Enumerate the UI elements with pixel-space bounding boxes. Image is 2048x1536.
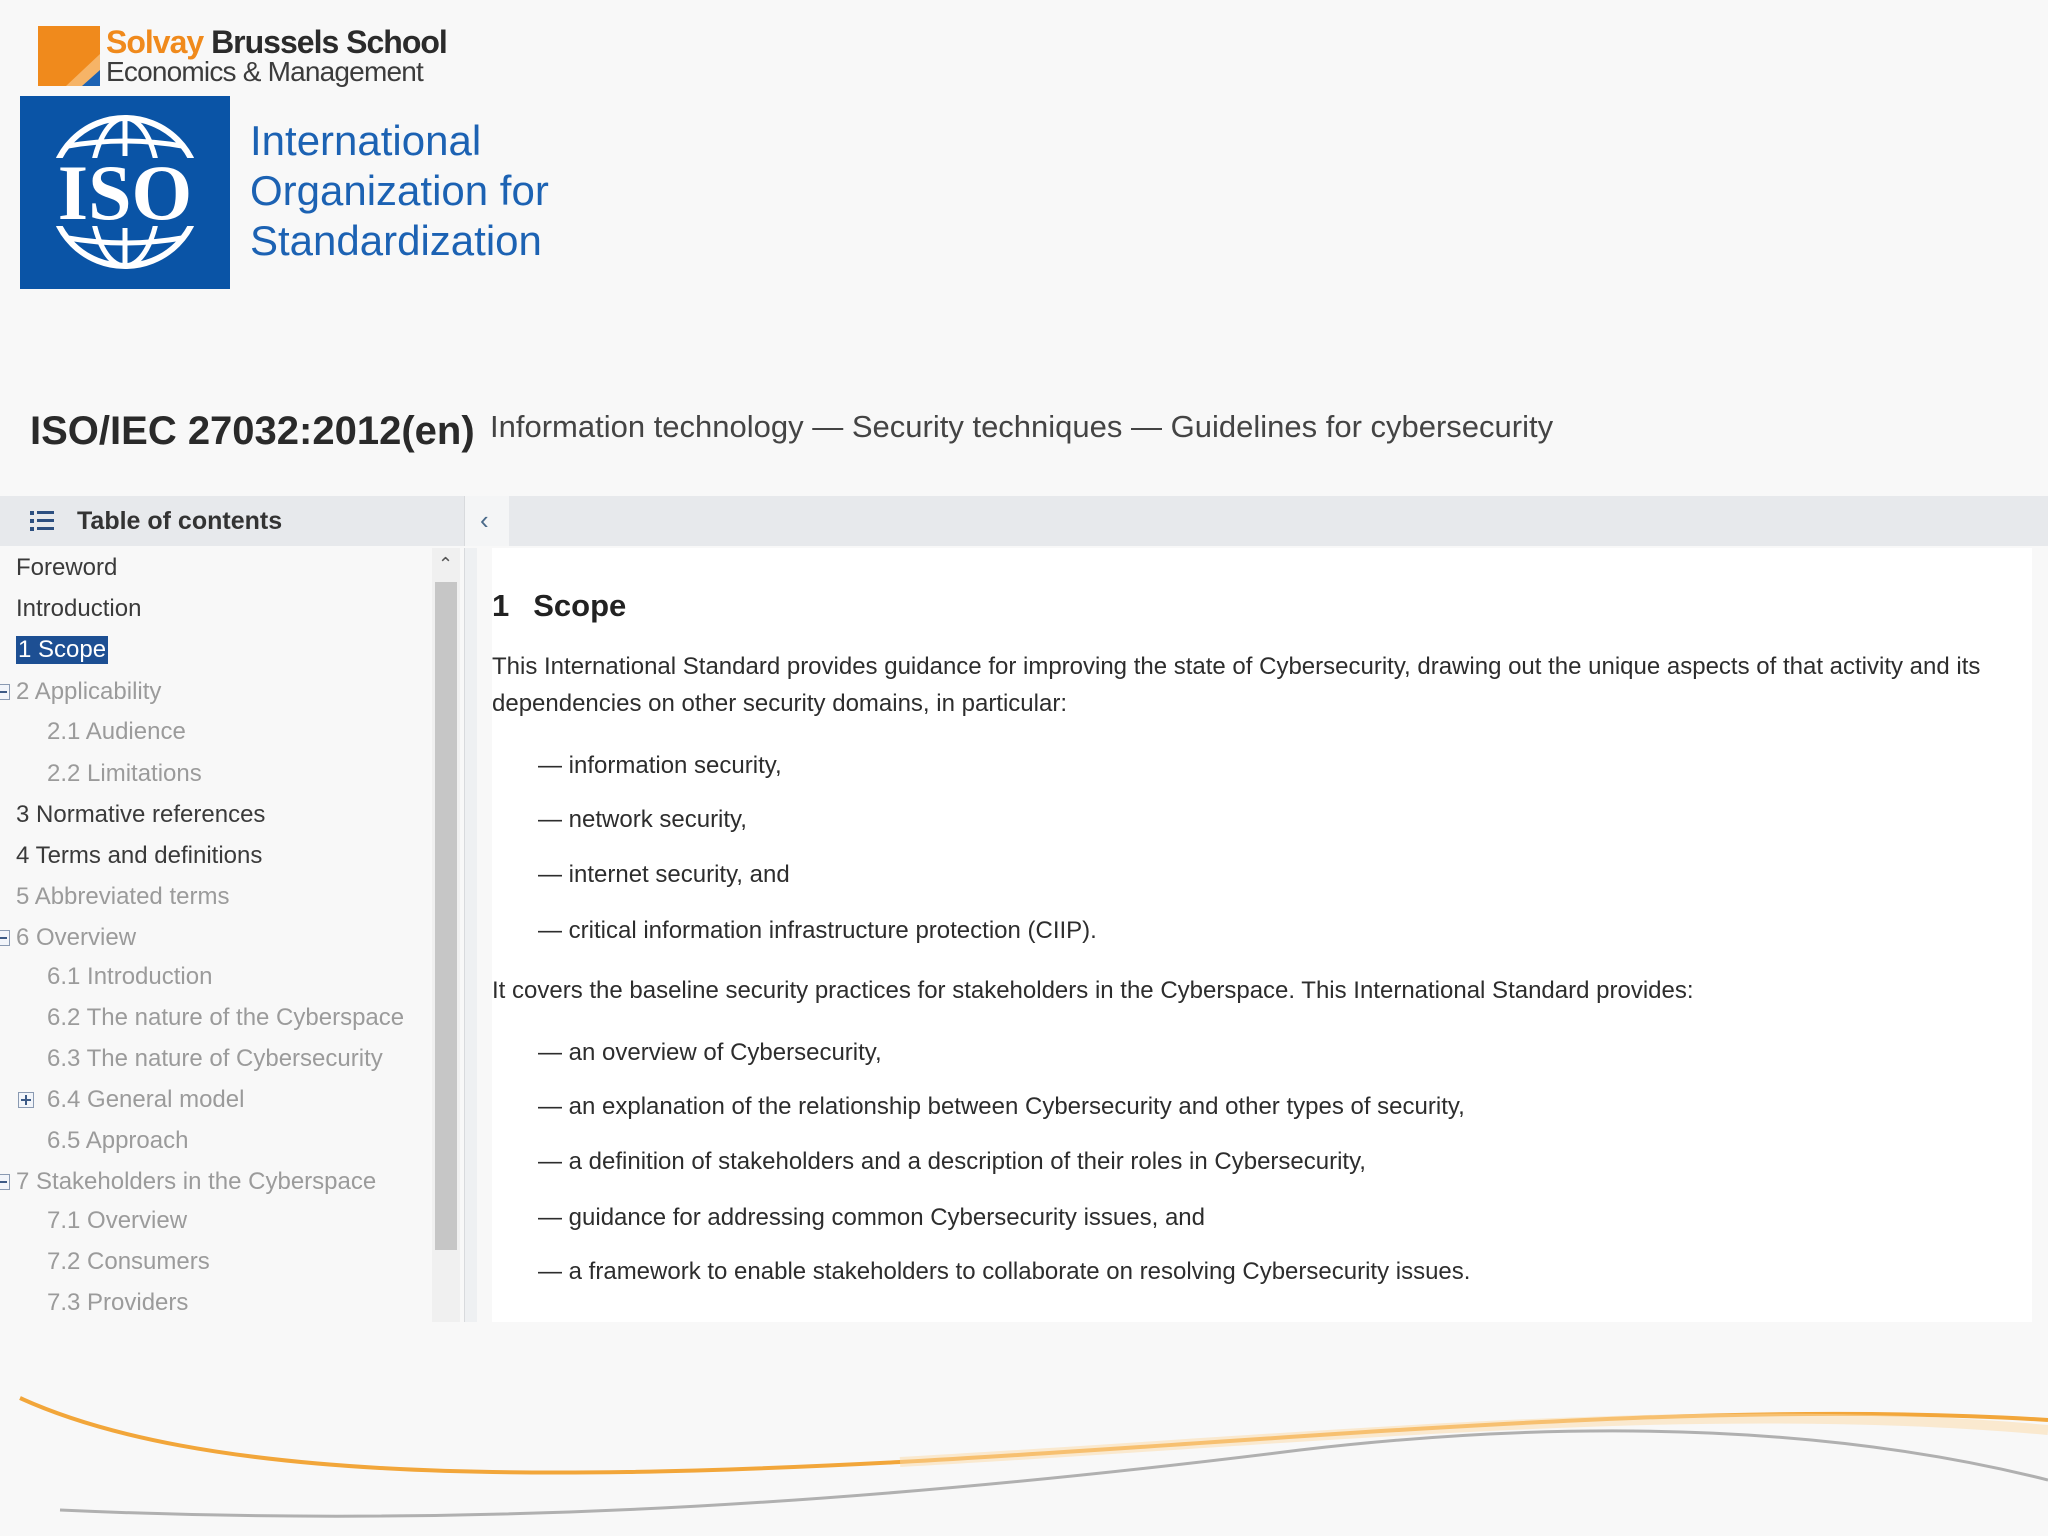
document-title: Information technology — Security techniques — Guidelines for cybersecurity [490, 409, 1554, 444]
provides-list-item: — guidance for addressing common Cybersecurity issues, and [538, 1204, 1205, 1231]
globe-icon [20, 96, 230, 289]
provides-list-item: — a framework to enable stakeholders to collaborate on resolving Cybersecurity issues. [538, 1258, 1471, 1285]
collapse-toggle-icon[interactable] [0, 930, 10, 946]
toc-item-abbreviated-terms[interactable]: 5 Abbreviated terms [16, 883, 230, 910]
provides-list-item: — an explanation of the relationship between Cybersecurity and other types of security, [538, 1093, 1465, 1120]
iso-badge-text: ISO [57, 149, 193, 236]
toc-item-normative-references[interactable]: 3 Normative references [16, 801, 266, 828]
section-number: 1 [492, 588, 510, 623]
iso-name-line: International [250, 117, 482, 164]
toc-item-stakeholders[interactable]: 7 Stakeholders in the Cyberspace [16, 1168, 377, 1195]
section-heading [492, 588, 626, 624]
toc-scrollbar[interactable] [432, 548, 460, 1322]
toc-item-approach[interactable]: 6.5 Approach [47, 1127, 189, 1154]
toc-item-audience[interactable]: 2.1 Audience [47, 718, 186, 745]
iso-name-line: Organization for [250, 167, 549, 214]
domain-list-item: — critical information infrastructure protection (CIIP). [538, 917, 1097, 944]
toc-item-overview[interactable]: 6 Overview [16, 924, 137, 951]
toc-item-overview-introduction[interactable]: 6.1 Introduction [47, 963, 213, 990]
covers-paragraph: It covers the baseline security practices for stakeholders in the Cyberspace. This International Standard provides: [492, 977, 1694, 1004]
toc-item-applicability[interactable]: 2 Applicability [16, 678, 162, 705]
toc-item-foreword[interactable]: Foreword [16, 554, 118, 581]
solvay-mark-icon [38, 26, 100, 86]
toc-item-providers[interactable]: 7.3 Providers [47, 1289, 189, 1316]
collapse-toggle-icon[interactable] [0, 684, 10, 700]
chevron-left-icon: ‹ [480, 505, 489, 535]
toc-panel [0, 548, 432, 1322]
toc-item-nature-cyberspace[interactable]: 6.2 The nature of the Cyberspace [47, 1004, 405, 1031]
toc-title: Table of contents [77, 507, 283, 535]
collapse-toc-button[interactable] [464, 496, 509, 546]
intro-paragraph: This International Standard provides guidance for improving the state of Cybersecurity, drawing out the unique aspects of that activity and its dependencies on other security domains, in particular: [492, 653, 1981, 717]
solvay-subtitle: Economics & Management [106, 56, 424, 87]
iso-name-line: Standardization [250, 217, 542, 264]
solvay-name: Solvay Brussels School [106, 24, 447, 60]
toc-item-nature-cybersecurity[interactable]: 6.3 The nature of Cybersecurity [47, 1045, 383, 1072]
expand-toggle-icon[interactable] [18, 1092, 34, 1108]
toc-item-consumers[interactable]: 7.2 Consumers [47, 1248, 210, 1275]
document-code: ISO/IEC 27032:2012(en) [30, 409, 475, 453]
provides-list-item: — a definition of stakeholders and a description of their roles in Cybersecurity, [538, 1148, 1366, 1175]
toc-item-scope[interactable]: 1 Scope [18, 636, 107, 663]
domain-list-item: — internet security, and [538, 861, 790, 888]
document-content [492, 548, 2032, 1322]
toc-header[interactable] [0, 496, 464, 546]
chevron-up-icon[interactable]: ⌃ [438, 554, 454, 574]
domain-list-item: — network security, [538, 806, 747, 833]
collapse-toggle-icon[interactable] [0, 1174, 10, 1190]
toc-item-terms-definitions[interactable]: 4 Terms and definitions [16, 842, 263, 869]
content-toolbar [509, 496, 2048, 546]
scrollbar-thumb[interactable] [435, 582, 457, 1250]
section-title: Scope [533, 588, 627, 623]
toc-item-stakeholders-overview[interactable]: 7.1 Overview [47, 1207, 188, 1234]
decorative-swoosh [0, 1370, 2048, 1536]
list-icon [30, 510, 56, 532]
domain-list-item: — information security, [538, 752, 782, 779]
provides-list-item: — an overview of Cybersecurity, [538, 1039, 882, 1066]
toc-item-introduction[interactable]: Introduction [16, 595, 142, 622]
iso-organization-name [250, 116, 549, 266]
toc-item-limitations[interactable]: 2.2 Limitations [47, 760, 202, 787]
toc-item-general-model[interactable]: 6.4 General model [47, 1086, 245, 1113]
iso-logo [20, 96, 230, 289]
panel-divider[interactable] [464, 548, 477, 1322]
